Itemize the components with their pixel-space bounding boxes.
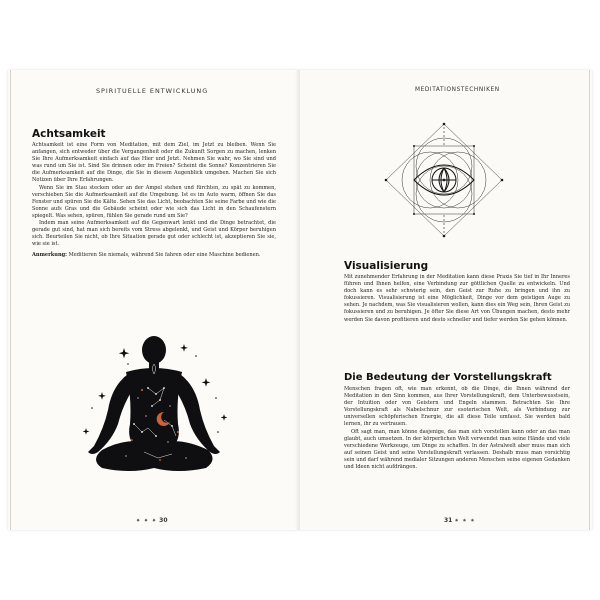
section-title-visualisierung: Visualisierung (344, 260, 429, 272)
paragraph: Indem man seine Aufmerksamkeit auf die Gegenwart lenkt und die Dinge betrachtet, die gerade gut sind, hat man sich bereits vom Stress abgelenkt, und Geist und Körper beruhigen sich. Beurteilen Sie nicht, ob Ihre Situation gerade gut oder schlecht ist, akzeptieren Sie sie, wie sie ist. (32, 220, 276, 248)
page-edge-right (589, 70, 590, 530)
visualisierung-text (344, 274, 570, 324)
folio-ornament: ⁕ ⁕ ⁕ (454, 518, 476, 524)
achtsamkeit-text (32, 142, 276, 260)
note-label: Anmerkung: (32, 252, 68, 259)
book-spread (8, 70, 592, 530)
folio-ornament: ⁕ ⁕ ⁕ (136, 518, 158, 524)
meditation-figure-illustration (68, 328, 238, 498)
right-folio (444, 517, 476, 524)
paragraph: Oft sagt man, man könne dasjenige, das man sich vorstellen kann oder an das man glaubt, auch umsetzen. In der körperlichen Welt verwendet man seine Hände und viele verschiedene Werkzeuge, um Dinge zu schaffen. In der Astralwelt aber muss man sich auf seinen Geist und seine Vorstellungskraft verlassen. Deshalb muss man vorsichtig sein und darf während medialer Sitzungen anderen Menschen seine eigenen Gedanken und Ideen nicht aufdrängen. (344, 428, 570, 471)
right-page (300, 70, 592, 530)
paragraph: Mit zunehmender Erfahrung in der Meditation kann diese Praxis Sie tief in Ihr Inneres führen und Ihnen helfen, eine Verbindung zur göttlichen Quelle zu entwickeln. Und doch kann es sehr schwierig sein, den Geist zur Ruhe zu bringen und ihn zu fokussieren. Visualisierung ist eine Möglichkeit, Dinge vor dem geistigen Auge zu sehen. Je nachdem, was Sie visualisieren wollen, kann dies ein Weg sein, Ihren Geist zu fokussieren und zu beruhigen. Je öfter Sie diese Art von Übungen machen, desto mehr werden Sie davon profitieren und desto schneller und tiefer werden Sie gehen können. (344, 274, 570, 323)
left-folio (136, 517, 168, 524)
paragraph: Achtsamkeit ist eine Form von Meditation, mit dem Ziel, im Jetzt zu bleiben. Wenn Sie anfangen, sich entweder über die Vergangenheit oder die Zukunft Sorgen zu machen, lenken Sie Ihre Aufmerksamkeit einfach auf das Hier und Jetzt. Nehmen Sie wahr, wo Sie sind und was rund um Sie ist. Sind Sie drinnen oder im Freien? Scheint die Sonne? Konzentrieren Sie die Aufmerksamkeit auf die Dinge, die Sie in diesem Augenblick umgeben. Machen Sie sich Notizen über Ihre Erfahrungen. (32, 142, 276, 184)
section-title-vorstellungskraft: Die Bedeutung der Vorstellungskraft (344, 372, 552, 383)
page-edge-left (10, 70, 11, 530)
note (32, 252, 276, 259)
section-title-achtsamkeit: Achtsamkeit (32, 128, 106, 140)
left-running-head: SPIRITUELLE ENTWICKLUNG (96, 87, 209, 95)
vorstellungskraft-text (344, 386, 570, 471)
left-page (8, 70, 300, 530)
note-text: Meditieren Sie niemals, während Sie fahren oder eine Maschine bedienen. (67, 252, 261, 259)
page-number: 31 (444, 517, 453, 524)
paragraph: Wenn Sie im Stau stecken oder an der Ampel stehen und fürchten, zu spät zu kommen, verschieben Sie die Aufmerksamkeit auf die Umgebung. Ist es im Auto warm, öffnen Sie das Fenster und spüren Sie die Kälte. Sehen Sie das Licht, beobachten Sie seine Farbe und wie die Sonne aufs Gras und die Gebäude scheint oder wie sich das Licht in den Schaufenstern spiegelt. Was sehen, spüren, fühlen Sie gerade rund um Sie? (32, 184, 276, 219)
right-running-head: MEDITATIONSTECHNIKEN (415, 87, 500, 93)
sacred-geometry-illustration (378, 120, 510, 240)
page-number: 30 (159, 517, 168, 524)
paragraph: Menschen fragen oft, wie man erkennt, ob die Dinge, die Ihnen während der Meditation in den Sinn kommen, aus Ihrer Vorstellungskraft, dem Unterbewusstsein, der Intuition oder von Geistern und Engeln stammen. Betrachten Sie Ihre Vorstellungskraft als Nabelschnur zur esoterischen Welt, als Verbindung zur universellen schöpferischen Energie, die all diese Teile umfasst. Sie werden bald lernen, ihr zu vertrauen. (344, 386, 570, 428)
